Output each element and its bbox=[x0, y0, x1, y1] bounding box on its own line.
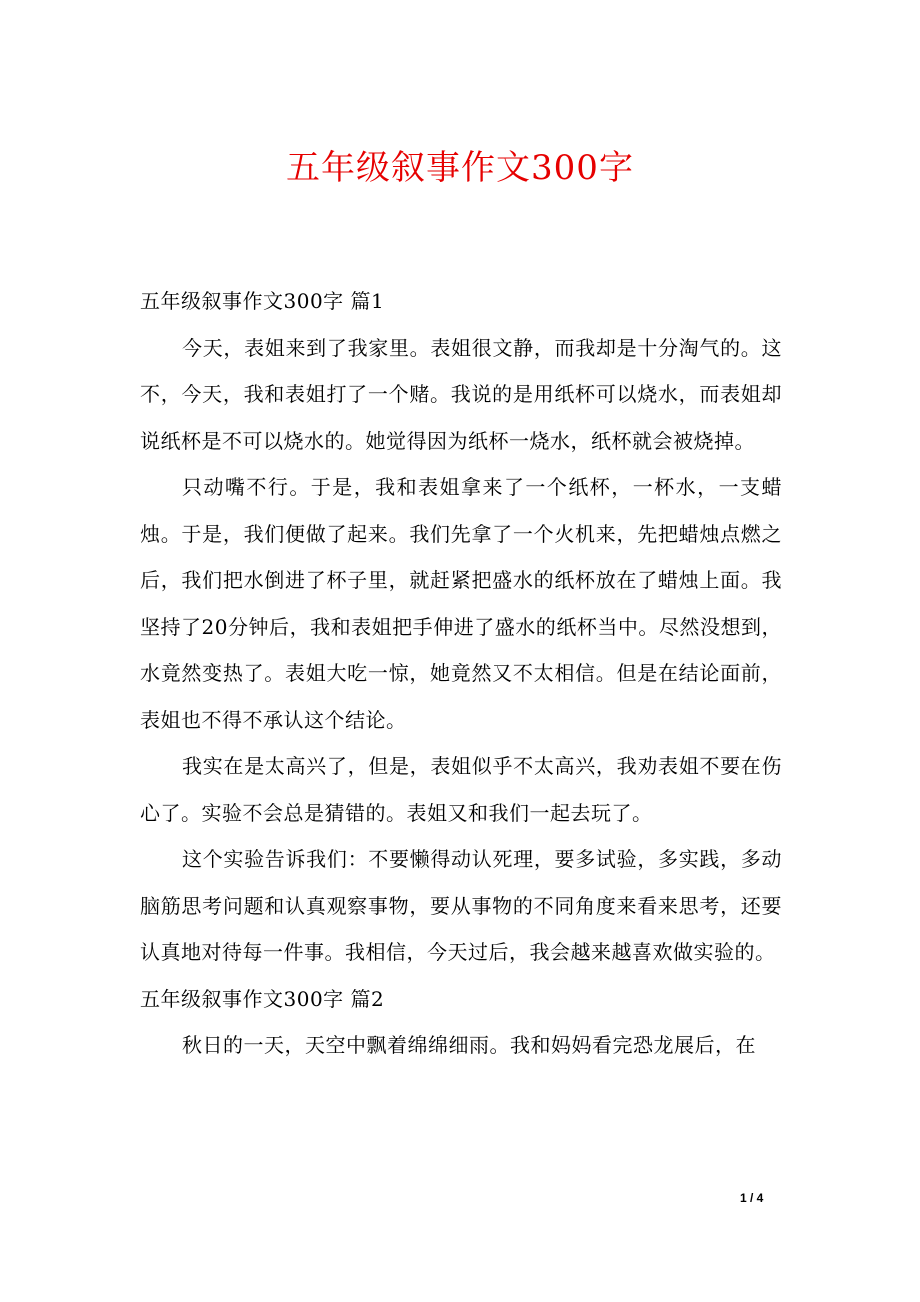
paragraph: 只动嘴不行。于是，我和表姐拿来了一个纸杯，一杯水，一支蜡烛。于是，我们便做了起来。我们先拿了一个火机来，先把蜡烛点燃之后，我们把水倒进了杯子里，就赶紧把盛水的纸杯放在了蜡烛上面。我坚持了20分钟后，我和表姐把手伸进了盛水的纸杯当中。尽然没想到，水竟然变热了。表姐大吃一惊，她竟然又不太相信。但是在结论面前，表姐也不得不承认这个结论。 bbox=[140, 475, 782, 732]
paragraph: 我实在是太高兴了，但是，表姐似乎不太高兴，我劝表姐不要在伤心了。实验不会总是猜错的。表姐又和我们一起去玩了。 bbox=[140, 754, 782, 825]
document-title: 五年级叙事作文300字 bbox=[286, 148, 634, 188]
section-heading-1: 五年级叙事作文300字 篇1 bbox=[140, 289, 385, 313]
paragraph: 今天，表姐来到了我家里。表姐很文静，而我却是十分淘气的。这不，今天，我和表姐打了一个赌。我说的是用纸杯可以烧水，而表姐却说纸杯是不可以烧水的。她觉得因为纸杯一烧水，纸杯就会被烧掉。 bbox=[140, 335, 782, 453]
section-heading-2: 五年级叙事作文300字 篇2 bbox=[140, 986, 385, 1011]
paragraph: 这个实验告诉我们：不要懒得动认死理，要多试验，多实践，多动脑筋思考问题和认真观察事物，要从事物的不同角度来看来思考，还要认真地对待每一件事。我相信，今天过后，我会越来越喜欢做实验的。 bbox=[140, 847, 782, 964]
document-body bbox=[140, 278, 782, 1069]
page-number: 1 / 4 bbox=[740, 1191, 764, 1205]
paragraph: 秋日的一天，天空中飘着绵绵细雨。我和妈妈看完恐龙展后，在 bbox=[182, 1033, 756, 1057]
